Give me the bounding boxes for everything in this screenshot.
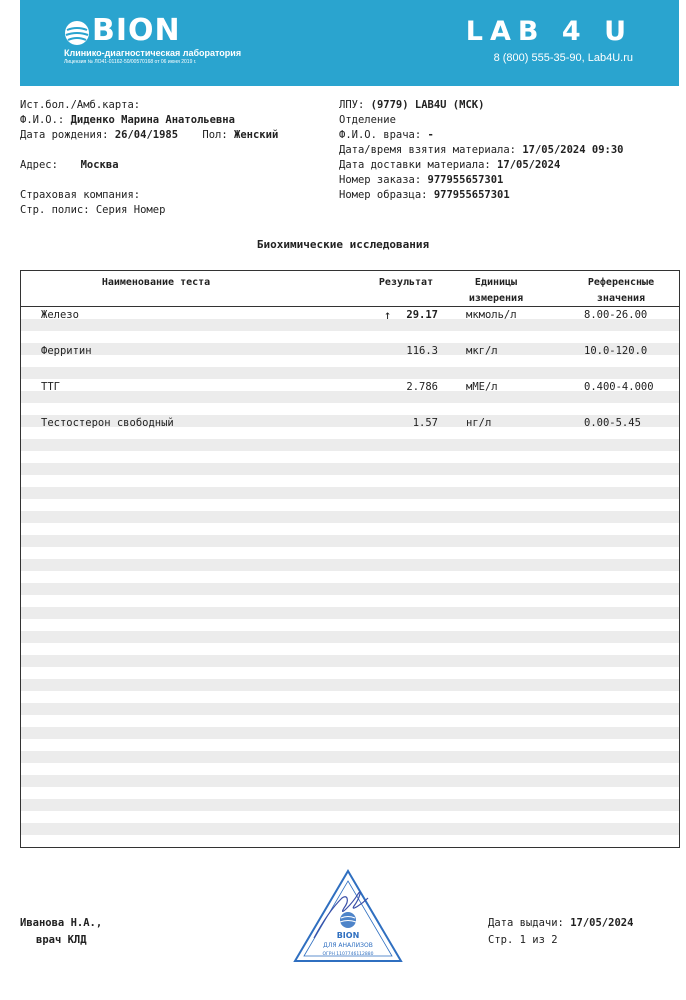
dob-label: Дата рождения: — [20, 129, 109, 141]
patient-fio: Диденко Марина Анатольевна — [70, 114, 235, 126]
brand-name: BION — [92, 13, 181, 48]
header-reference-line1: Референсные — [587, 277, 655, 288]
patient-fio-line — [20, 113, 278, 128]
header-reference — [571, 275, 671, 307]
header-reference-line2: значения — [596, 293, 646, 304]
test-units: мкмоль/л — [466, 309, 517, 321]
header-test-name: Наименование теста — [101, 277, 211, 288]
signer-role: врач КЛД — [36, 934, 87, 946]
test-result: 1.57 — [412, 417, 438, 429]
doctor-label: Ф.И.О. врача: — [339, 129, 422, 141]
fio-label: Ф.И.О.: — [20, 114, 65, 126]
lab-contacts: 8 (800) 555-35-90, Lab4U.ru — [493, 52, 633, 64]
test-name: Ферритин — [41, 345, 92, 357]
signer-name: Иванова Н.А., — [20, 917, 103, 929]
table-header — [21, 271, 679, 307]
address-line — [20, 158, 278, 173]
delivered-line — [339, 158, 624, 173]
delivered-value: 17/05/2024 — [497, 159, 561, 171]
stamp-caption: ДЛЯ АНАЛИЗОВ — [323, 942, 373, 949]
delivered-label: Дата доставки материала: — [339, 159, 491, 171]
patient-dob: 26/04/1985 — [114, 129, 179, 141]
stamp-brand: BION — [336, 931, 360, 940]
table-row — [21, 381, 679, 393]
card-label: Ист.бол./Амб.карта: — [20, 99, 141, 111]
high-flag-arrow-icon: ↑ — [384, 308, 392, 322]
insurance-label: Страховая компания: — [20, 189, 141, 201]
order-no-line — [339, 173, 624, 188]
bion-globe-icon — [64, 20, 90, 46]
lpu-label: ЛПУ: — [339, 99, 365, 111]
taken-line — [339, 143, 624, 158]
issue-date: 17/05/2024 — [570, 917, 634, 929]
doctor-line — [339, 128, 624, 143]
lpu-value: (9779) LAB4U (МСК) — [370, 99, 485, 111]
test-units: мкг/л — [466, 345, 498, 357]
lab-title: LAB 4 U — [465, 16, 633, 47]
patient-address: Москва — [80, 159, 119, 171]
license-text: Лицензия № ЛО41-01162-50/00570168 от 06 июня 2019 г. — [64, 59, 197, 65]
sample-no-value: 977955657301 — [433, 189, 510, 201]
table-row — [21, 417, 679, 429]
test-reference: 0.00-5.45 — [584, 417, 641, 429]
results-table — [20, 270, 680, 848]
policy-label: Стр. полис: Серия Номер — [20, 204, 166, 216]
table-row — [21, 309, 679, 321]
patient-sex: Женский — [234, 129, 279, 141]
address-label: Адрес: — [20, 159, 58, 171]
test-units: мМЕ/л — [466, 381, 498, 393]
test-result: 2.786 — [406, 381, 438, 393]
header-units-line2: измерения — [468, 293, 524, 304]
sample-no-label: Номер образца: — [339, 189, 428, 201]
patient-info — [20, 98, 278, 218]
stamp-ogrn: ОГРН 1107746112880 — [322, 952, 374, 957]
taken-label: Дата/время взятия материала: — [339, 144, 517, 156]
header-units-line1: Единицы — [474, 277, 518, 288]
department-label: Отделение — [339, 114, 396, 126]
lab-stamp — [292, 868, 404, 964]
page-number: Стр. 1 из 2 — [488, 934, 558, 946]
sex-label: Пол: — [202, 129, 228, 141]
doctor-value: - — [427, 129, 434, 141]
order-no-value: 977955657301 — [427, 174, 504, 186]
test-result: 29.17 — [406, 309, 438, 321]
table-row — [21, 345, 679, 357]
header-result: Результат — [378, 277, 434, 288]
section-title: Биохимические исследования — [256, 238, 430, 251]
signer-block — [20, 915, 102, 949]
lpu-line — [339, 98, 624, 113]
sample-no-line — [339, 188, 624, 203]
issue-block — [488, 915, 633, 949]
test-name: Железо — [41, 309, 79, 321]
test-units: нг/л — [466, 417, 492, 429]
test-name: Тестостерон свободный — [41, 417, 174, 429]
issue-line — [488, 915, 633, 932]
issue-label: Дата выдачи: — [488, 917, 564, 929]
test-name: ТТГ — [41, 381, 60, 393]
order-no-label: Номер заказа: — [339, 174, 422, 186]
test-reference: 8.00-26.00 — [584, 309, 648, 321]
test-reference: 0.400-4.000 — [584, 381, 654, 393]
header-banner — [20, 0, 679, 86]
taken-value: 17/05/2024 09:30 — [522, 144, 624, 156]
stamp-globe-icon — [340, 912, 356, 928]
order-info — [339, 98, 624, 203]
dob-line — [20, 128, 278, 143]
test-result: 116.3 — [406, 345, 438, 357]
test-reference: 10.0-120.0 — [584, 345, 648, 357]
header-units — [461, 275, 531, 307]
brand-subtitle: Клинико-диагностическая лаборатория — [64, 48, 242, 58]
bion-logo — [64, 13, 264, 68]
